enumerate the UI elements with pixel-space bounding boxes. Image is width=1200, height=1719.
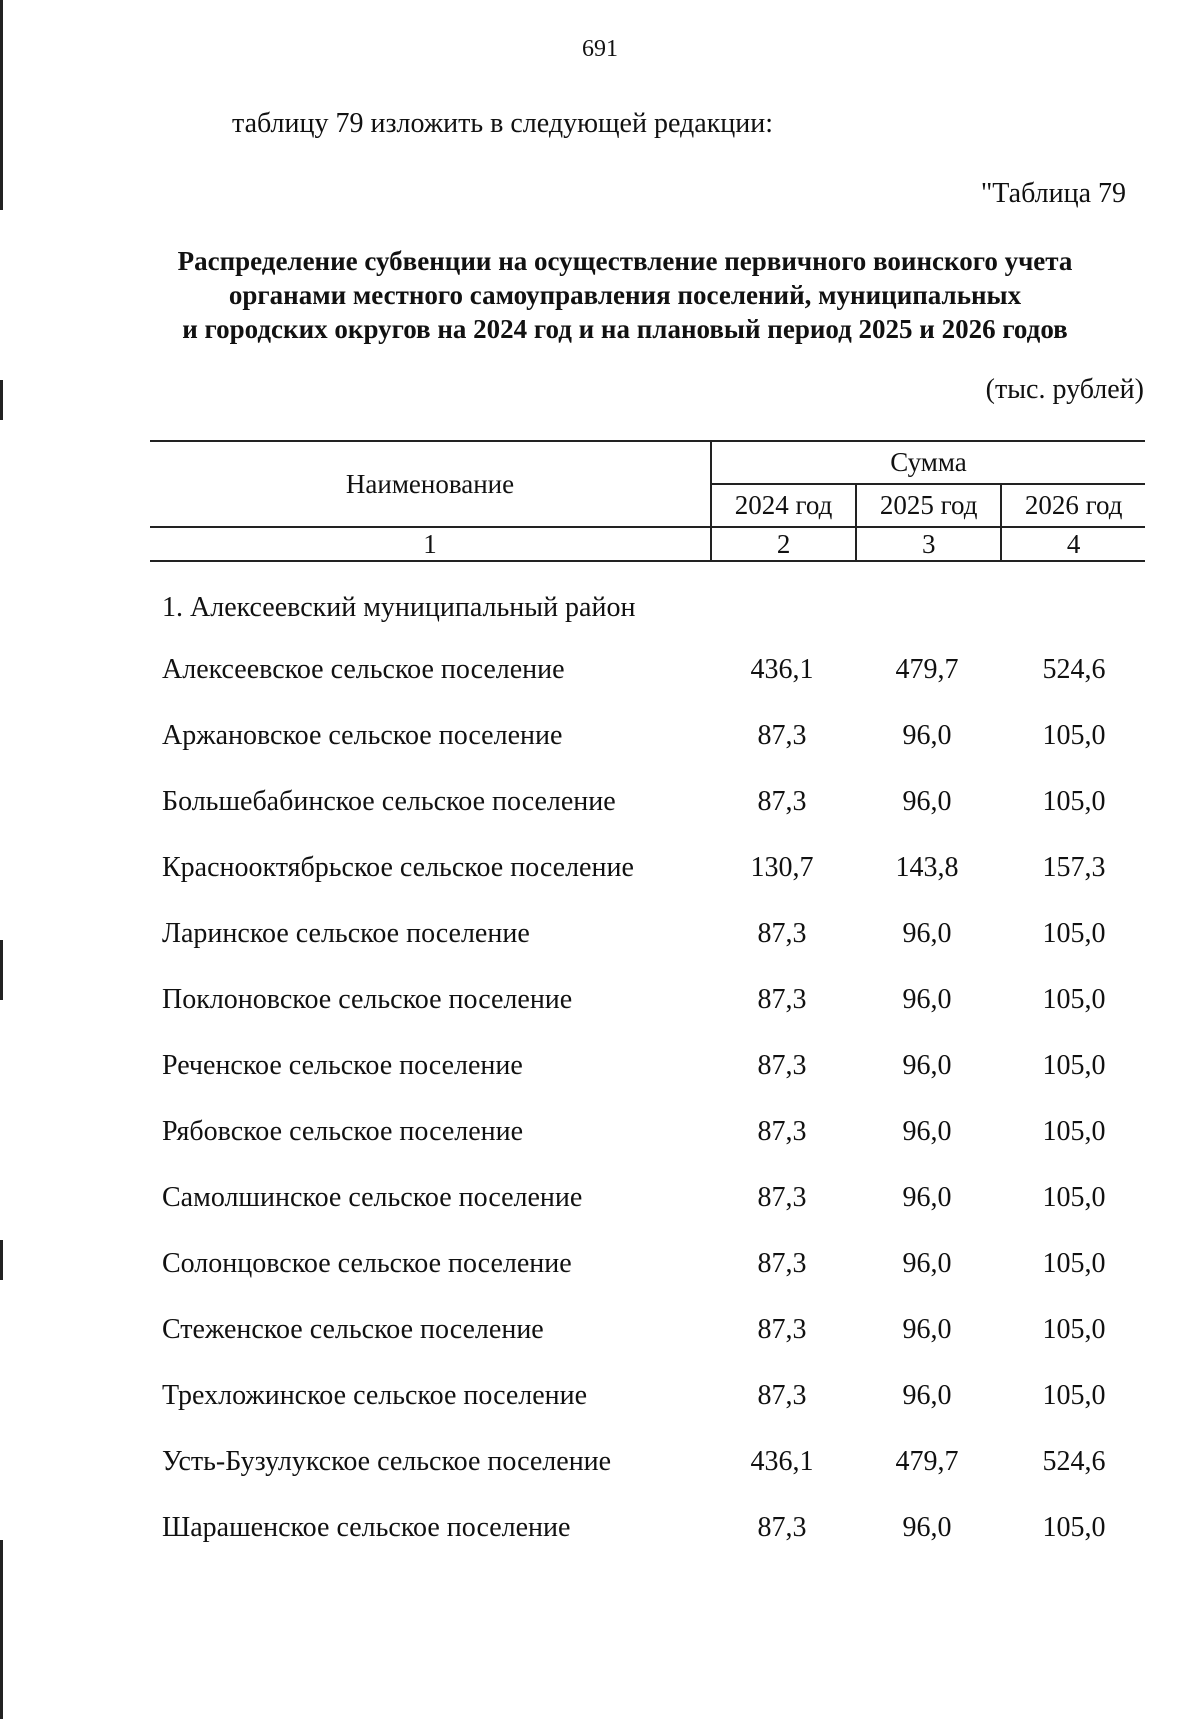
row-value-2024: 87,3 — [757, 1314, 807, 1345]
header-year-2025: 2025 год — [856, 484, 1001, 527]
table-row — [162, 1446, 1122, 1512]
row-value-2024: 87,3 — [757, 918, 807, 949]
row-value-2025: 479,7 — [895, 654, 959, 685]
row-value-2026: 524,6 — [1042, 654, 1106, 685]
table-row — [162, 1512, 1122, 1578]
header-col-number: 3 — [856, 527, 1001, 561]
row-value-2025: 96,0 — [902, 1512, 952, 1543]
units-label: (тыс. рублей) — [985, 374, 1144, 405]
table-header — [150, 440, 1145, 562]
row-value-2026: 105,0 — [1042, 786, 1106, 817]
row-value-2026: 105,0 — [1042, 1182, 1106, 1213]
table-row — [162, 1050, 1122, 1116]
header-year-2026: 2026 год — [1001, 484, 1145, 527]
row-name: Краснооктябрьское сельское поселение — [162, 852, 634, 883]
row-name: Рябовское сельское поселение — [162, 1116, 524, 1147]
table-row — [162, 984, 1122, 1050]
row-value-2026: 105,0 — [1042, 1248, 1106, 1279]
row-value-2025: 96,0 — [902, 786, 952, 817]
row-value-2024: 87,3 — [757, 1116, 807, 1147]
scan-edge-mark — [0, 380, 3, 420]
row-name: Алексеевское сельское поселение — [162, 654, 565, 685]
row-value-2025: 96,0 — [902, 1314, 952, 1345]
row-value-2024: 87,3 — [757, 720, 807, 751]
row-name: Поклоновское сельское поселение — [162, 984, 573, 1015]
header-col-number: 1 — [150, 527, 711, 561]
table-row — [162, 1314, 1122, 1380]
row-name: Трехложинское сельское поселение — [162, 1380, 588, 1411]
table-row — [162, 654, 1122, 720]
row-value-2025: 96,0 — [902, 1248, 952, 1279]
row-name: Шарашенское сельское поселение — [162, 1512, 571, 1543]
row-value-2024: 436,1 — [750, 1446, 814, 1477]
row-value-2025: 96,0 — [902, 1182, 952, 1213]
row-value-2026: 157,3 — [1042, 852, 1106, 883]
row-value-2026: 105,0 — [1042, 918, 1106, 949]
table-body — [162, 654, 1122, 1578]
row-value-2025: 143,8 — [895, 852, 959, 883]
row-name: Ларинское сельское поселение — [162, 918, 530, 949]
row-value-2025: 96,0 — [902, 984, 952, 1015]
row-value-2025: 96,0 — [902, 1050, 952, 1081]
row-value-2026: 105,0 — [1042, 1380, 1106, 1411]
row-name: Большебабинское сельское поселение — [162, 786, 616, 817]
row-value-2025: 96,0 — [902, 918, 952, 949]
header-name: Наименование — [150, 441, 711, 527]
row-name: Стеженское сельское поселение — [162, 1314, 544, 1345]
row-value-2026: 105,0 — [1042, 984, 1106, 1015]
row-name: Солонцовское сельское поселение — [162, 1248, 572, 1279]
row-value-2026: 105,0 — [1042, 1314, 1106, 1345]
scan-edge-mark — [0, 0, 3, 210]
title-line: Распределение субвенции на осуществление первичного воинского учета — [177, 246, 1073, 276]
row-value-2024: 87,3 — [757, 1512, 807, 1543]
row-name: Самолшинское сельское поселение — [162, 1182, 583, 1213]
header-col-number: 2 — [711, 527, 856, 561]
row-value-2025: 96,0 — [902, 1116, 952, 1147]
row-value-2024: 130,7 — [750, 852, 814, 883]
row-value-2025: 96,0 — [902, 1380, 952, 1411]
row-value-2026: 105,0 — [1042, 1116, 1106, 1147]
table-row — [162, 852, 1122, 918]
intro-text: таблицу 79 изложить в следующей редакции: — [232, 108, 774, 139]
row-value-2024: 87,3 — [757, 984, 807, 1015]
row-name: Аржановское сельское поселение — [162, 720, 563, 751]
header-col-number: 4 — [1001, 527, 1145, 561]
row-value-2025: 479,7 — [895, 1446, 959, 1477]
document-title — [120, 244, 1130, 346]
row-value-2024: 87,3 — [757, 786, 807, 817]
row-value-2024: 87,3 — [757, 1182, 807, 1213]
table-row — [162, 1182, 1122, 1248]
row-value-2026: 105,0 — [1042, 720, 1106, 751]
table-row — [162, 720, 1122, 786]
row-value-2024: 436,1 — [750, 654, 814, 685]
table-row — [162, 918, 1122, 984]
row-value-2026: 105,0 — [1042, 1050, 1106, 1081]
row-value-2026: 524,6 — [1042, 1446, 1106, 1477]
scan-edge-mark — [0, 1540, 3, 1719]
scan-edge-mark — [0, 940, 3, 1000]
table-caption: "Таблица 79 — [980, 178, 1126, 209]
table-row — [162, 1248, 1122, 1314]
page-number: 691 — [582, 36, 618, 62]
row-value-2024: 87,3 — [757, 1380, 807, 1411]
title-line: органами местного самоуправления поселений, муниципальных — [228, 280, 1022, 310]
row-value-2024: 87,3 — [757, 1248, 807, 1279]
table-row — [162, 1116, 1122, 1182]
row-name: Усть-Бузулукское сельское поселение — [162, 1446, 612, 1477]
row-name: Реченское сельское поселение — [162, 1050, 523, 1081]
row-value-2024: 87,3 — [757, 1050, 807, 1081]
table-row — [162, 1380, 1122, 1446]
scan-edge-mark — [0, 1240, 3, 1280]
title-line: и городских округов на 2024 год и на плановый период 2025 и 2026 годов — [182, 314, 1068, 344]
table-row — [162, 786, 1122, 852]
row-value-2026: 105,0 — [1042, 1512, 1106, 1543]
header-year-2024: 2024 год — [711, 484, 856, 527]
header-sum: Сумма — [711, 441, 1145, 484]
section-title: 1. Алексеевский муниципальный район — [162, 592, 636, 623]
row-value-2025: 96,0 — [902, 720, 952, 751]
